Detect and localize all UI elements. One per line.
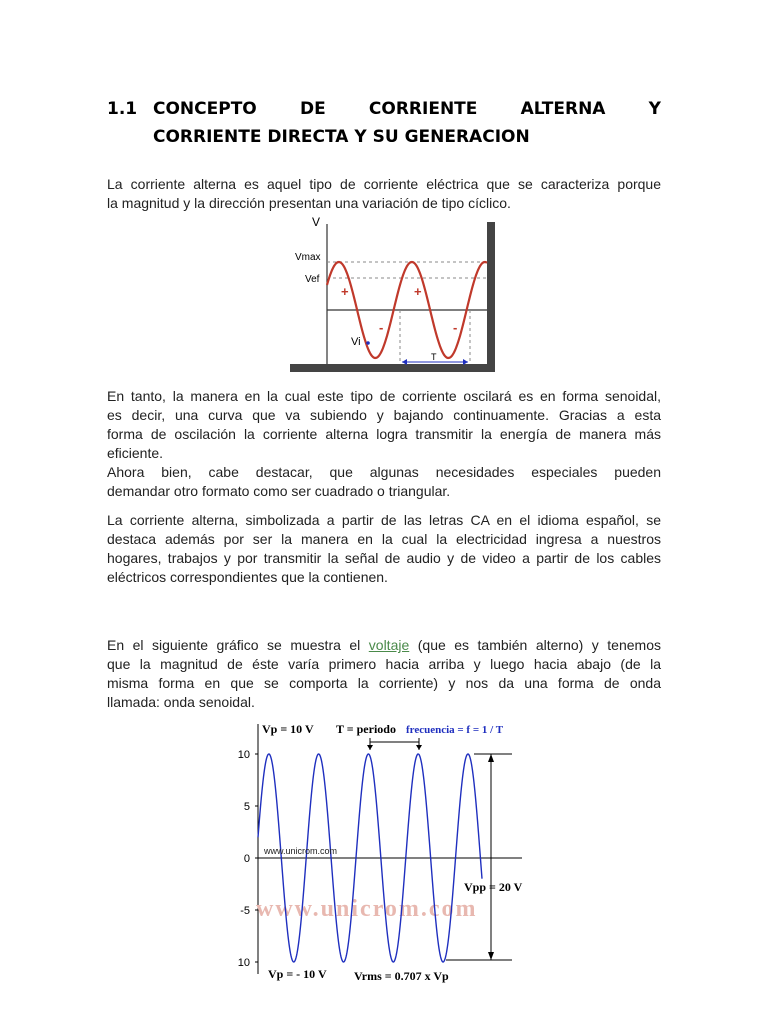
paragraph-senoidal [107,387,661,501]
paragraph-line: misma forma en que se comporta la corriente) y nos da una forma de onda [107,675,661,691]
paragraph-line: que la magnitud de éste varía primero hacia arriba y luego hacia abajo (de la [107,656,661,672]
y-tick-label: 0 [243,853,250,865]
v-axis-label: V [312,215,321,229]
y-tick-label: 10 [237,749,250,761]
vp-annotation: Vp = 10 V [262,722,314,736]
paragraph-line: hogares, trabajos y por transmitir la señal de audio y de video a partir de los cables [107,550,661,566]
voltaje-link[interactable]: voltaje [368,637,410,653]
figure-frame-right [487,222,495,372]
plus-sign: + [341,284,349,299]
paragraph-line: destaca además por ser la manera en la cual la electricidad ingresa a nuestros [107,531,661,547]
text-run: (que es también alterno) y tenemos [409,637,661,653]
paragraph-line: es decir, una curva que va subiendo y bajando continuamente. Gracias a esta [107,407,661,423]
paragraph-intro [107,175,661,213]
frequency-annotation: frecuencia = f = 1 / T [406,724,504,736]
heading-line-2: CORRIENTE DIRECTA Y SU GENERACION [153,127,530,147]
watermark-big: www.unicrom.com [256,896,478,922]
watermark-small: www.unicrom.com [264,846,338,856]
vi-point [366,341,370,345]
paragraph-line: eléctricos correspondientes que la contienen. [107,569,388,585]
figure-frame-bottom [290,364,495,372]
vpp-annotation: Vpp = 20 V [464,880,523,894]
vrms-annotation: Vrms = 0.707 x Vp [354,969,449,983]
plus-sign: + [414,284,422,299]
vef-label: Vef [305,274,320,285]
period-arrowheads [367,745,422,750]
minus-sign: - [379,320,384,335]
t-label: T [431,352,437,362]
paragraph-line: forma de oscilación la corriente alterna logra transmitir la energía de manera más [107,426,661,442]
y-tick-label: 5 [243,801,250,813]
paragraph-line: Ahora bien, cabe destacar, que algunas necesidades especiales pueden [107,464,661,480]
paragraph-line: demandar otro formato como ser cuadrado o triangular. [107,483,451,499]
paragraph-voltaje [107,636,661,712]
vmax-label: Vmax [295,252,321,263]
paragraph-line [107,636,661,655]
vp-negative-annotation: Vp = - 10 V [268,967,327,981]
heading-line-1: CONCEPTO DE CORRIENTE ALTERNA Y [153,99,661,119]
minus-sign: - [453,320,458,335]
text-run: En el siguiente gráfico se muestra el [107,637,369,653]
vi-label: Vi [351,336,361,348]
paragraph-line: llamada: onda senoidal. [107,694,255,710]
voltage-sine-chart [228,716,528,984]
heading-number: 1.1 [107,99,138,119]
paragraph-line: eficiente. [107,445,164,461]
y-tick-label: 10 [237,957,250,969]
paragraph-line: La corriente alterna, simbolizada a partir de las letras CA en el idioma español, se [107,512,661,528]
paragraph-line: la magnitud y la dirección presentan una variación de tipo cíclico. [107,195,511,211]
paragraph-line: En tanto, la manera en la cual este tipo de corriente oscilará es en forma senoidal, [107,388,661,404]
ac-wave-figure [290,212,500,372]
paragraph-line: La corriente alterna es aquel tipo de corriente eléctrica que se caracteriza porque [107,176,661,192]
paragraph-ca [107,511,661,587]
y-tick-label: -5 [240,905,250,917]
period-annotation: T = periodo [336,722,396,736]
